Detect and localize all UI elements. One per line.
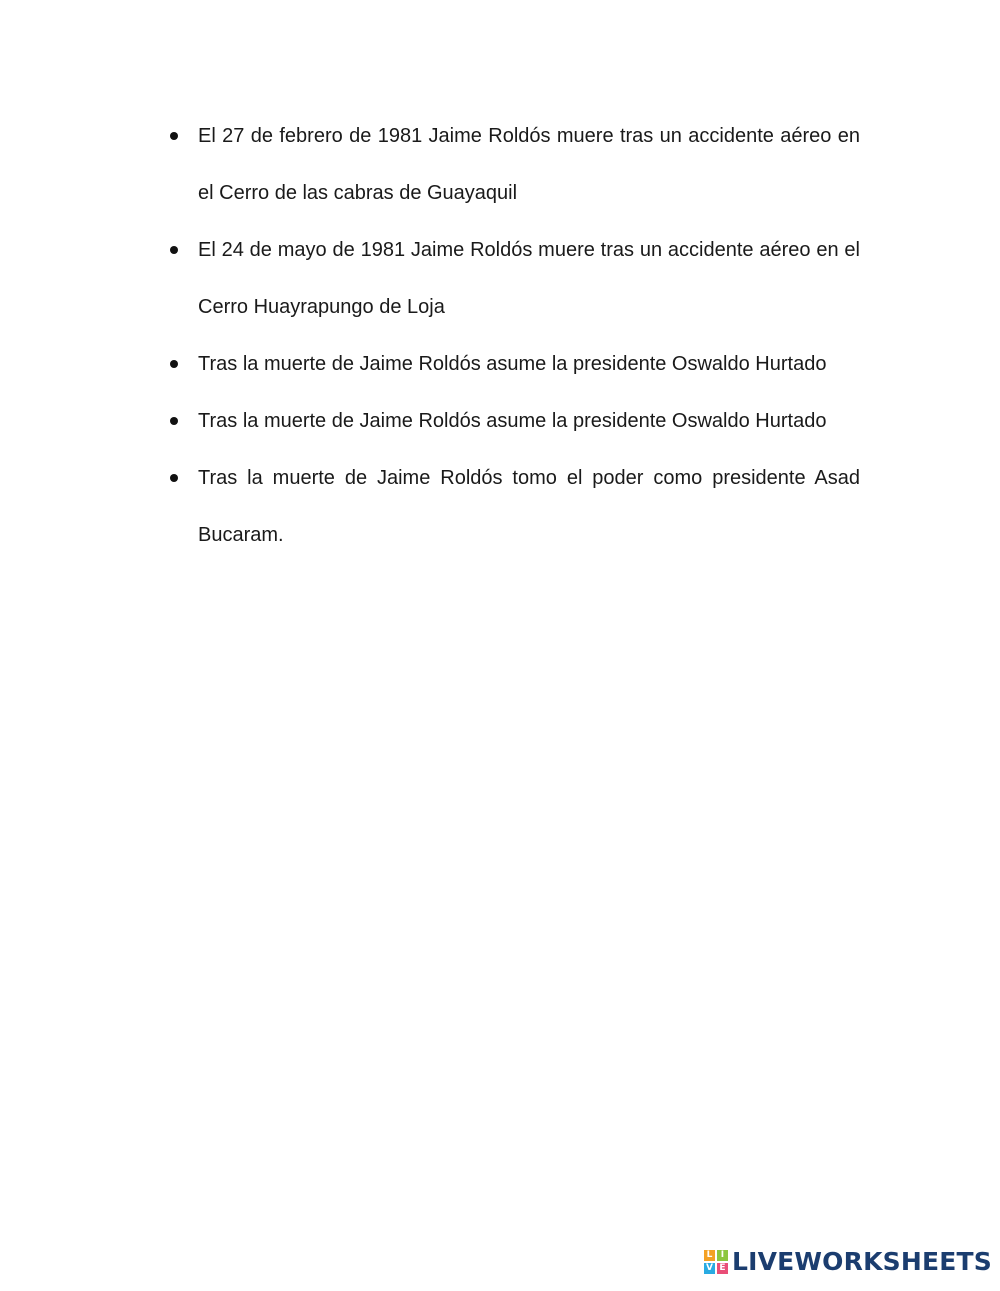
bullet-text: El 27 de febrero de 1981 Jaime Roldós muere tras un accidente aéreo en el Cerro de las cabras de Guayaquil <box>198 125 860 204</box>
bullet-item <box>168 108 860 222</box>
bullet-item <box>168 393 860 450</box>
bullet-text: Tras la muerte de Jaime Roldós asume la presidente Oswaldo Hurtado <box>198 410 827 432</box>
bullet-text: El 24 de mayo de 1981 Jaime Roldós muere tras un accidente aéreo en el Cerro Huayrapungo de Loja <box>198 239 860 318</box>
bullet-dot-icon <box>170 417 178 425</box>
bullet-dot-icon <box>170 360 178 368</box>
bullet-text: Tras la muerte de Jaime Roldós asume la presidente Oswaldo Hurtado <box>198 353 827 375</box>
brand-wordmark: LIVEWORKSHEETS <box>731 1247 992 1276</box>
bullet-item <box>168 450 860 564</box>
liveworksheets-logo-icon <box>704 1250 728 1274</box>
liveworksheets-brand <box>704 1247 992 1276</box>
logo-tile-v: V <box>704 1263 715 1274</box>
bullet-item <box>168 336 860 393</box>
bullet-list <box>168 108 860 564</box>
logo-tile-i: I <box>717 1250 728 1261</box>
bullet-text: Tras la muerte de Jaime Roldós tomo el poder como presidente Asad Bucaram. <box>198 467 860 546</box>
bullet-dot-icon <box>170 474 178 482</box>
bullet-item <box>168 222 860 336</box>
bullet-dot-icon <box>170 132 178 140</box>
bullet-dot-icon <box>170 246 178 254</box>
logo-tile-l: L <box>704 1250 715 1261</box>
logo-tile-e: E <box>717 1263 728 1274</box>
